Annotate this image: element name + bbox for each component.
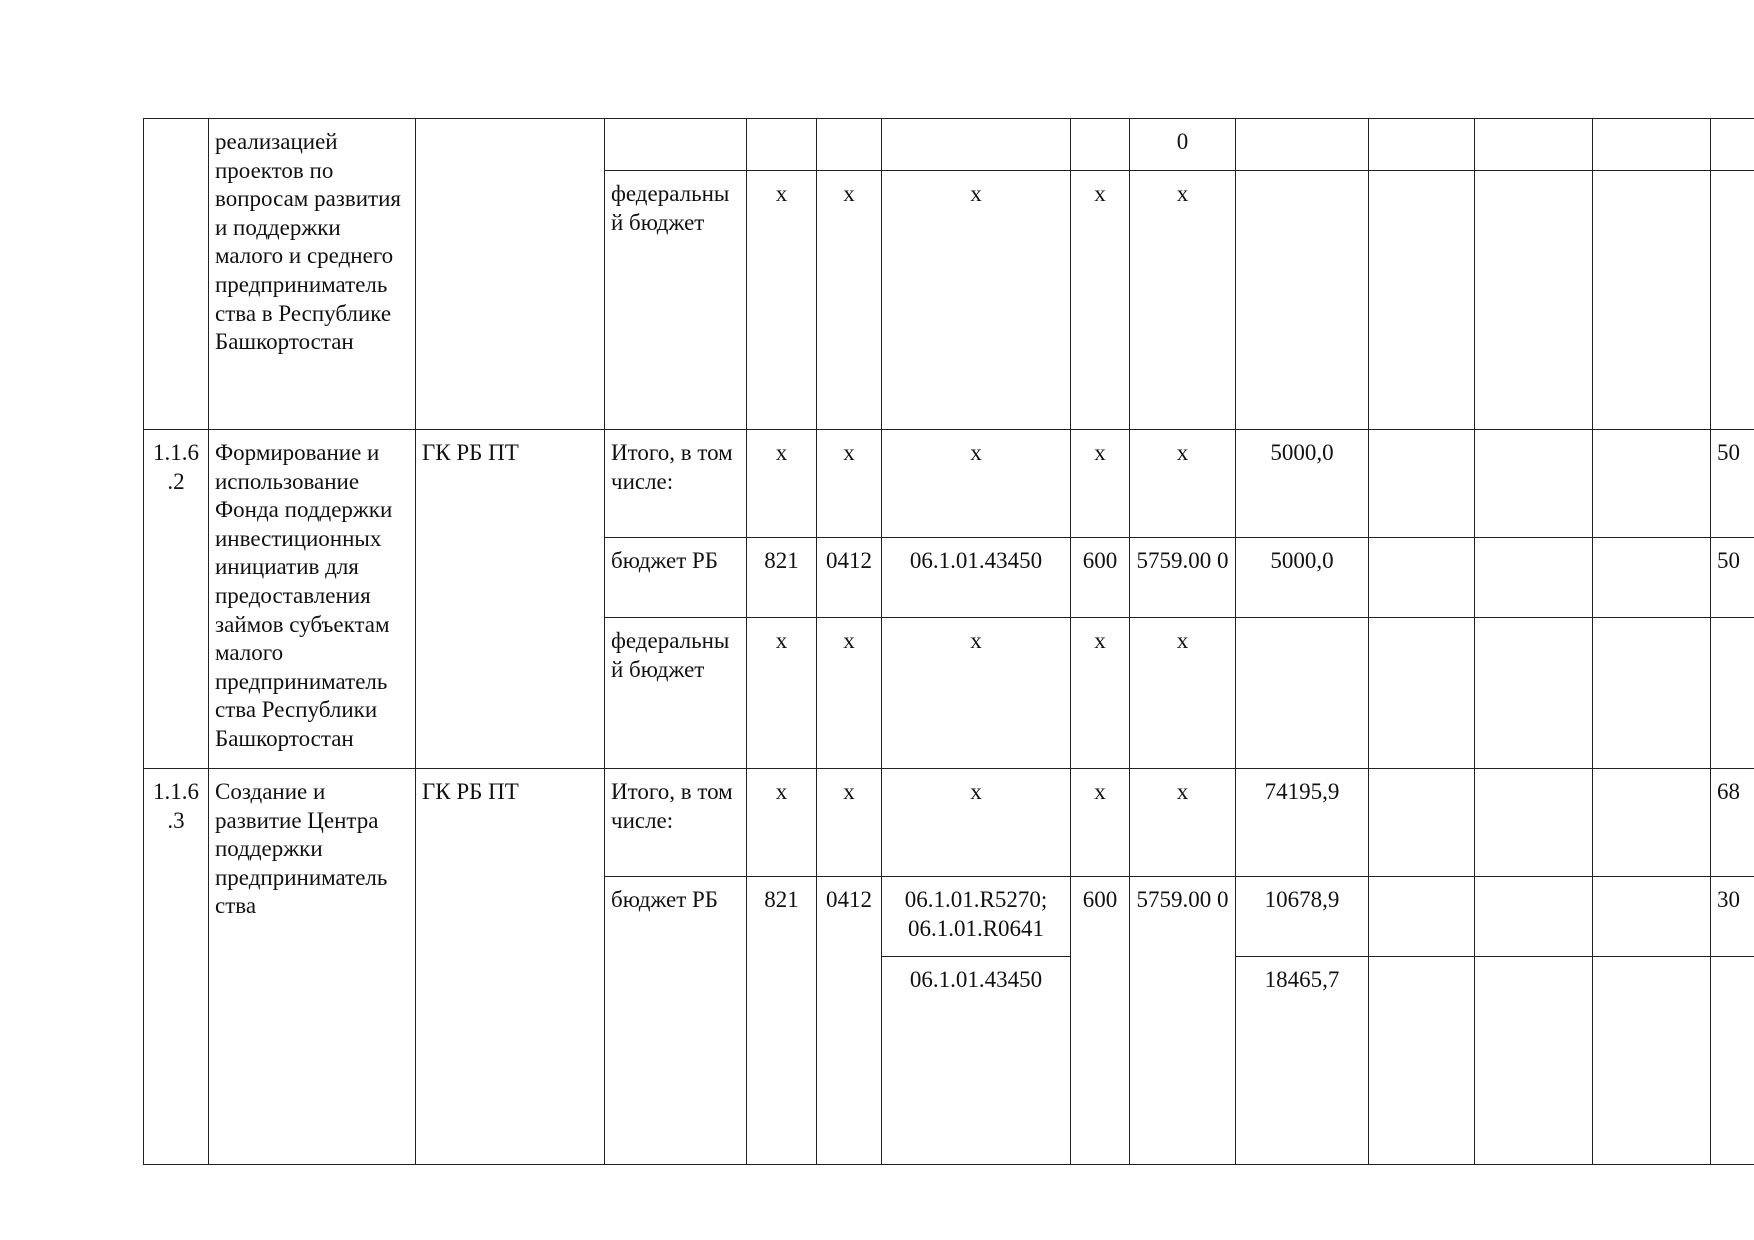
- sum-cell: 10678,9: [1236, 877, 1369, 957]
- sum-cell: 5000,0: [1236, 538, 1369, 618]
- sum-cell: 5000,0: [1236, 430, 1369, 538]
- source-cell: Итого, в том числе:: [605, 430, 747, 538]
- sum-cell: 68: [1711, 769, 1754, 877]
- sum-cell: 18465,7: [1236, 957, 1369, 1165]
- num-cell: 1.1.6 .2: [144, 430, 209, 769]
- name-cell: реализацией проектов по вопросам развития и поддержки малого и среднего предприниматель ства в Республике Башкортостан: [209, 119, 416, 430]
- sum-cell: 50: [1711, 538, 1754, 618]
- sum-cell: 74195,9: [1236, 769, 1369, 877]
- name-cell: Создание и развитие Центра поддержки предприниматель ства: [209, 769, 416, 1165]
- source-cell: федеральны й бюджет: [605, 171, 747, 430]
- budget-table: [143, 118, 1754, 1165]
- exec-cell: ГК РБ ПТ: [416, 769, 605, 1165]
- num-cell: [144, 119, 209, 430]
- sum-cell: 30: [1711, 877, 1754, 957]
- source-cell: Итого, в том числе:: [605, 769, 747, 877]
- exec-cell: ГК РБ ПТ: [416, 430, 605, 769]
- table-row: [144, 119, 1754, 171]
- table-row: бюджет РБ 821 0412 06.1.01.43450 600 5759.00 0 5000,0 50: [144, 538, 1754, 618]
- source-cell: федеральны й бюджет: [605, 618, 747, 769]
- source-cell: бюджет РБ: [605, 877, 747, 1165]
- table-row: 1.1.6 .3 Создание и развитие Центра поддержки предприниматель ства ГК РБ ПТ Итого, в том числе: x x x x x 74195,9 68: [144, 769, 1754, 877]
- table-row: 1.1.6 .2 Формирование и использование Фонда поддержки инвестиционных инициатив для предоставления займов субъектам малого предприниматель ства Республики Башкортостан ГК РБ ПТ Итого, в том числе: x x x x x 5000,0 50: [144, 430, 1754, 538]
- source-cell: бюджет РБ: [605, 538, 747, 618]
- exec-cell: [416, 119, 605, 430]
- table-row: бюджет РБ 821 0412 06.1.01.R5270; 06.1.01.R0641 600 5759.00 0 10678,9 30: [144, 877, 1754, 957]
- table-row: федеральны й бюджет x x x x x: [144, 618, 1754, 769]
- table-row: 06.1.01.43450 18465,7: [144, 957, 1754, 1165]
- table-row: федеральны й бюджет x x x x x: [144, 171, 1754, 430]
- code-cell: 0: [1130, 119, 1236, 171]
- num-cell: 1.1.6 .3: [144, 769, 209, 1165]
- name-cell: Формирование и использование Фонда поддержки инвестиционных инициатив для предоставления займов субъектам малого предприниматель ства Республики Башкортостан: [209, 430, 416, 769]
- sum-cell: 50: [1711, 430, 1754, 538]
